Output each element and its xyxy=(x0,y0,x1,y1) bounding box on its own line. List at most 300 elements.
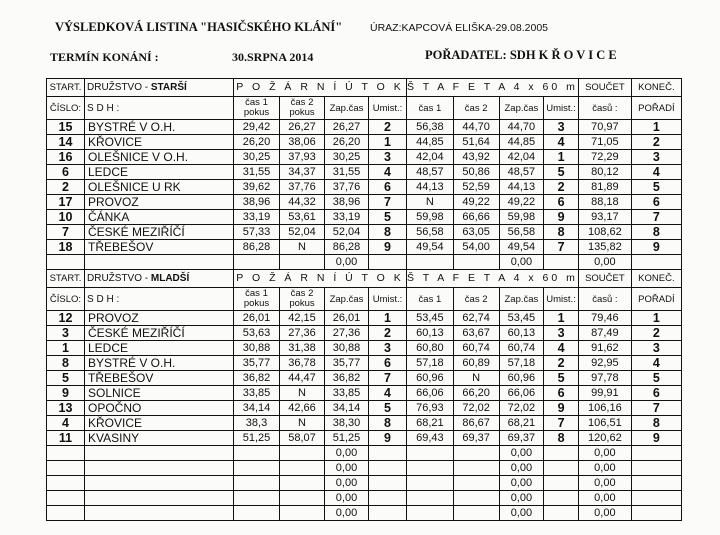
table-row xyxy=(47,135,682,150)
col-team-header xyxy=(85,270,234,288)
attack-time-1: 26,20 xyxy=(234,135,280,150)
attack-time-1 xyxy=(234,446,280,461)
relay-place xyxy=(544,446,579,461)
final-sub-header: POŘADÍ xyxy=(631,288,681,311)
relay-counted: 48,57 xyxy=(499,165,544,180)
relay-time-2 xyxy=(453,506,499,521)
relay-time-1: 60,96 xyxy=(407,371,454,386)
relay-time-2: 66,20 xyxy=(453,386,499,401)
team-name xyxy=(85,476,234,491)
total-time: 108,62 xyxy=(578,225,631,240)
attack-place: 9 xyxy=(369,431,407,446)
total-time: 0,00 xyxy=(578,491,631,506)
relay-time-1: 44,13 xyxy=(407,180,454,195)
table-row xyxy=(47,356,682,371)
relay-counted: 59,98 xyxy=(499,210,544,225)
relay-counted: 66,06 xyxy=(499,386,544,401)
col-sdh-header: S D H : xyxy=(85,288,234,311)
relay-counted: 56,58 xyxy=(499,225,544,240)
header-row-top xyxy=(47,270,682,288)
relay-time-1: N xyxy=(407,195,454,210)
table-row xyxy=(47,371,682,386)
relay-time-1 xyxy=(407,255,454,270)
relay-time-1: 60,13 xyxy=(407,326,454,341)
relay-time-2: 60,89 xyxy=(453,356,499,371)
col-sdh-header: S D H : xyxy=(85,97,234,120)
attack-time-1: 34,14 xyxy=(234,401,280,416)
attack-counted: 33,85 xyxy=(325,386,369,401)
final-rank: 7 xyxy=(631,401,681,416)
team-name: PROVOZ xyxy=(85,195,234,210)
total-time: 71,05 xyxy=(578,135,631,150)
attack-place xyxy=(369,476,407,491)
attack-time-2 xyxy=(280,491,325,506)
attempt1-header: čas 1 pokus xyxy=(234,97,280,120)
attack-time-1: 33,85 xyxy=(234,386,280,401)
attack-time-2: 52,04 xyxy=(280,225,325,240)
attack-time-1: 38,3 xyxy=(234,416,280,431)
relay-place: 1 xyxy=(544,311,579,326)
relay-place: 6 xyxy=(544,195,579,210)
attack-time-2 xyxy=(280,476,325,491)
relay-place: 5 xyxy=(544,165,579,180)
relay-header: Š T A F E T A 4 x 60 m xyxy=(407,79,579,97)
team-name: LEDCE xyxy=(85,165,234,180)
attack-time-1: 26,01 xyxy=(234,311,280,326)
team-name xyxy=(85,506,234,521)
table-row xyxy=(47,195,682,210)
total-sub-header: časů : xyxy=(578,97,631,120)
attack-time-1: 53,63 xyxy=(234,326,280,341)
attack-counted: 26,20 xyxy=(325,135,369,150)
attack-time-1: 86,28 xyxy=(234,240,280,255)
relay-time-1: 53,45 xyxy=(407,311,454,326)
relay-time1-header: čas 1 xyxy=(407,288,454,311)
attack-place: 9 xyxy=(369,240,407,255)
relay-counted: 44,13 xyxy=(499,180,544,195)
total-time: 70,97 xyxy=(578,120,631,135)
attack-counted: 86,28 xyxy=(325,240,369,255)
attack-time-1: 36,82 xyxy=(234,371,280,386)
col-start-header: START. xyxy=(47,270,85,288)
relay-counted: 49,22 xyxy=(499,195,544,210)
start-number: 5 xyxy=(47,371,85,386)
attack-time-1 xyxy=(234,506,280,521)
attack-time-1 xyxy=(234,476,280,491)
relay-time-2: 52,59 xyxy=(453,180,499,195)
attack-place: 8 xyxy=(369,225,407,240)
attack-time-2: N xyxy=(280,240,325,255)
start-number xyxy=(47,491,85,506)
total-time: 87,49 xyxy=(578,326,631,341)
relay-place: 9 xyxy=(544,401,579,416)
table-row xyxy=(47,150,682,165)
team-name: OLEŠNICE V O.H. xyxy=(85,150,234,165)
relay-time1-header: čas 1 xyxy=(407,97,454,120)
relay-time-1: 44,85 xyxy=(407,135,454,150)
attack-counted-header: Zap.čas xyxy=(325,97,369,120)
total-time: 80,12 xyxy=(578,165,631,180)
relay-time-2: N xyxy=(453,371,499,386)
relay-counted-header: Zap.čas xyxy=(499,97,544,120)
attack-place xyxy=(369,491,407,506)
table-row xyxy=(47,210,682,225)
relay-counted: 68,21 xyxy=(499,416,544,431)
relay-counted: 60,13 xyxy=(499,326,544,341)
relay-counted: 44,70 xyxy=(499,120,544,135)
col-team-header xyxy=(85,79,234,97)
attempt2-header: čas 2 pokus xyxy=(280,288,325,311)
attack-place-header: Umist.: xyxy=(369,288,407,311)
relay-time-1 xyxy=(407,476,454,491)
relay-place: 8 xyxy=(544,225,579,240)
table-row xyxy=(47,476,682,491)
col-start-header: START. xyxy=(47,79,85,97)
relay-place xyxy=(544,491,579,506)
table-row xyxy=(47,255,682,270)
total-time: 93,17 xyxy=(578,210,631,225)
final-rank: 8 xyxy=(631,416,681,431)
relay-counted: 60,96 xyxy=(499,371,544,386)
attack-time-1: 30,25 xyxy=(234,150,280,165)
relay-counted: 0,00 xyxy=(499,506,544,521)
relay-place-header: Umist.: xyxy=(544,97,579,120)
relay-place xyxy=(544,461,579,476)
relay-counted: 0,00 xyxy=(499,255,544,270)
header-row-bottom xyxy=(47,97,682,120)
table-row xyxy=(47,225,682,240)
relay-time-2 xyxy=(453,476,499,491)
start-number: 9 xyxy=(47,386,85,401)
table-row xyxy=(47,326,682,341)
relay-time-2: 43,92 xyxy=(453,150,499,165)
total-time: 92,95 xyxy=(578,356,631,371)
attack-place: 2 xyxy=(369,326,407,341)
start-number: 3 xyxy=(47,326,85,341)
table-row xyxy=(47,461,682,476)
final-rank: 5 xyxy=(631,371,681,386)
total-time: 0,00 xyxy=(578,476,631,491)
total-time: 135,82 xyxy=(578,240,631,255)
attack-counted: 0,00 xyxy=(325,476,369,491)
final-rank: 4 xyxy=(631,165,681,180)
team-name: BYSTRÉ V O.H. xyxy=(85,120,234,135)
attack-place: 7 xyxy=(369,195,407,210)
final-rank: 3 xyxy=(631,150,681,165)
col-number-header: ČÍSLO: xyxy=(47,288,85,311)
relay-time-1: 68,21 xyxy=(407,416,454,431)
final-rank: 9 xyxy=(631,240,681,255)
start-number: 1 xyxy=(47,341,85,356)
attack-counted: 30,25 xyxy=(325,150,369,165)
total-time: 0,00 xyxy=(578,446,631,461)
team-name: TŘEBEŠOV xyxy=(85,371,234,386)
attack-counted: 51,25 xyxy=(325,431,369,446)
relay-counted: 0,00 xyxy=(499,491,544,506)
attack-place: 1 xyxy=(369,135,407,150)
attack-time-2: 44,32 xyxy=(280,195,325,210)
attack-time-1: 33,19 xyxy=(234,210,280,225)
relay-time-2: 69,37 xyxy=(453,431,499,446)
attack-counted: 27,36 xyxy=(325,326,369,341)
final-rank: 2 xyxy=(631,135,681,150)
relay-time-2: 44,70 xyxy=(453,120,499,135)
relay-place: 7 xyxy=(544,416,579,431)
team-name: OLEŠNICE U RK xyxy=(85,180,234,195)
relay-time-2: 60,74 xyxy=(453,341,499,356)
attack-time-1 xyxy=(234,491,280,506)
druzstvo-label: DRUŽSTVO - xyxy=(87,273,149,284)
attack-time-1: 29,42 xyxy=(234,120,280,135)
attack-counted: 34,14 xyxy=(325,401,369,416)
table-row xyxy=(47,431,682,446)
attack-time-2: 42,66 xyxy=(280,401,325,416)
attack-time-2: 31,38 xyxy=(280,341,325,356)
attack-place: 6 xyxy=(369,356,407,371)
final-rank: 7 xyxy=(631,210,681,225)
organizer: POŘADATEL: SDH K Ř O V I C E xyxy=(425,48,617,62)
attack-counted: 0,00 xyxy=(325,255,369,270)
final-rank xyxy=(631,491,681,506)
relay-counted: 57,18 xyxy=(499,356,544,371)
attack-time-2 xyxy=(280,506,325,521)
table-row xyxy=(47,506,682,521)
start-number: 14 xyxy=(47,135,85,150)
relay-place: 3 xyxy=(544,326,579,341)
relay-counted: 42,04 xyxy=(499,150,544,165)
attempt2-header: čas 2 pokus xyxy=(280,97,325,120)
relay-time-1: 48,57 xyxy=(407,165,454,180)
total-time: 88,18 xyxy=(578,195,631,210)
start-number: 10 xyxy=(47,210,85,225)
start-number: 13 xyxy=(47,401,85,416)
attack-counted: 37,76 xyxy=(325,180,369,195)
relay-time-2 xyxy=(453,446,499,461)
relay-time-2: 54,00 xyxy=(453,240,499,255)
start-number: 8 xyxy=(47,356,85,371)
final-rank: 6 xyxy=(631,386,681,401)
total-time: 106,51 xyxy=(578,416,631,431)
relay-time-2: 63,67 xyxy=(453,326,499,341)
relay-time-1: 56,38 xyxy=(407,120,454,135)
team-name: BYSTRÉ V O.H. xyxy=(85,356,234,371)
relay-counted: 53,45 xyxy=(499,311,544,326)
start-number: 17 xyxy=(47,195,85,210)
attack-place: 4 xyxy=(369,386,407,401)
final-rank: 2 xyxy=(631,326,681,341)
total-time: 97,78 xyxy=(578,371,631,386)
total-time: 0,00 xyxy=(578,506,631,521)
total-sub-header: časů : xyxy=(578,288,631,311)
final-rank: 8 xyxy=(631,225,681,240)
relay-time2-header: čas 2 xyxy=(453,97,499,120)
attack-time-1 xyxy=(234,461,280,476)
team-name: OPOČNO xyxy=(85,401,234,416)
final-rank: 6 xyxy=(631,195,681,210)
relay-place: 5 xyxy=(544,371,579,386)
relay-time-1: 69,43 xyxy=(407,431,454,446)
relay-place xyxy=(544,255,579,270)
relay-counted-header: Zap.čas xyxy=(499,288,544,311)
relay-time-2 xyxy=(453,461,499,476)
table-row xyxy=(47,120,682,135)
relay-time-2 xyxy=(453,255,499,270)
date-label: TERMÍN KONÁNÍ : xyxy=(50,50,159,64)
relay-time-1: 56,58 xyxy=(407,225,454,240)
table-row xyxy=(47,386,682,401)
start-number: 6 xyxy=(47,165,85,180)
final-sub-header: POŘADÍ xyxy=(631,97,681,120)
final-rank: 9 xyxy=(631,431,681,446)
final-rank: 1 xyxy=(631,120,681,135)
attack-place: 2 xyxy=(369,120,407,135)
relay-time-1: 60,80 xyxy=(407,341,454,356)
relay-time-2: 49,22 xyxy=(453,195,499,210)
table-row xyxy=(47,165,682,180)
druzstvo-label: DRUŽSTVO - xyxy=(87,82,149,93)
relay-place: 2 xyxy=(544,180,579,195)
relay-time-2: 50,86 xyxy=(453,165,499,180)
attack-counted: 38,30 xyxy=(325,416,369,431)
attack-time-1: 57,33 xyxy=(234,225,280,240)
attack-place xyxy=(369,461,407,476)
attack-counted: 26,01 xyxy=(325,311,369,326)
results-body xyxy=(47,79,682,521)
total-time: 120,62 xyxy=(578,431,631,446)
total-time: 81,89 xyxy=(578,180,631,195)
team-name xyxy=(85,491,234,506)
relay-counted: 0,00 xyxy=(499,461,544,476)
final-rank xyxy=(631,446,681,461)
relay-counted: 49,54 xyxy=(499,240,544,255)
attack-time-1: 35,77 xyxy=(234,356,280,371)
attack-counted: 31,55 xyxy=(325,165,369,180)
final-header: KONEČ. xyxy=(631,270,681,288)
attack-place: 8 xyxy=(369,416,407,431)
relay-time-1: 57,18 xyxy=(407,356,454,371)
table-row xyxy=(47,311,682,326)
attack-time-2: 38,06 xyxy=(280,135,325,150)
total-time: 79,46 xyxy=(578,311,631,326)
relay-header: Š T A F E T A 4 x 60 m xyxy=(407,270,579,288)
start-number xyxy=(47,476,85,491)
attack-place: 3 xyxy=(369,341,407,356)
relay-counted: 60,74 xyxy=(499,341,544,356)
attack-counted: 26,27 xyxy=(325,120,369,135)
attack-place-header: Umist.: xyxy=(369,97,407,120)
attack-counted-header: Zap.čas xyxy=(325,288,369,311)
total-time: 0,00 xyxy=(578,255,631,270)
table-row xyxy=(47,341,682,356)
relay-time-2: 66,66 xyxy=(453,210,499,225)
attack-place: 3 xyxy=(369,150,407,165)
header-row-bottom xyxy=(47,288,682,311)
relay-place: 9 xyxy=(544,210,579,225)
relay-time-2 xyxy=(453,491,499,506)
start-number: 15 xyxy=(47,120,85,135)
start-number: 4 xyxy=(47,416,85,431)
attack-time-2: 27,36 xyxy=(280,326,325,341)
total-header: SOUČET xyxy=(578,79,631,97)
relay-counted: 72,02 xyxy=(499,401,544,416)
attack-counted: 0,00 xyxy=(325,461,369,476)
relay-counted: 0,00 xyxy=(499,446,544,461)
relay-time-1 xyxy=(407,446,454,461)
attack-time-1: 39,62 xyxy=(234,180,280,195)
team-name xyxy=(85,255,234,270)
attack-counted: 38,96 xyxy=(325,195,369,210)
start-number: 12 xyxy=(47,311,85,326)
results-table xyxy=(46,78,682,521)
relay-time-1 xyxy=(407,506,454,521)
team-name: ČESKÉ MEZIŘÍČÍ xyxy=(85,326,234,341)
fire-attack-header: P O Ž Á R N Í Ú T O K xyxy=(234,79,407,97)
relay-time-2: 51,64 xyxy=(453,135,499,150)
total-header: SOUČET xyxy=(578,270,631,288)
team-name: TŘEBEŠOV xyxy=(85,240,234,255)
attack-counted: 35,77 xyxy=(325,356,369,371)
fire-attack-header: P O Ž Á R N Í Ú T O K xyxy=(234,270,407,288)
event-date: 30.SRPNA 2014 xyxy=(232,50,314,64)
attack-counted: 33,19 xyxy=(325,210,369,225)
relay-place: 6 xyxy=(544,386,579,401)
attack-place: 5 xyxy=(369,401,407,416)
team-name: ČESKÉ MEZIŘÍČÍ xyxy=(85,225,234,240)
header-row-top xyxy=(47,79,682,97)
relay-place xyxy=(544,506,579,521)
recorded-by: ÚRAZ:KAPCOVÁ ELIŠKA-29.08.2005 xyxy=(370,22,549,34)
relay-place: 8 xyxy=(544,431,579,446)
attack-counted: 36,82 xyxy=(325,371,369,386)
relay-time-1 xyxy=(407,461,454,476)
relay-counted: 0,00 xyxy=(499,476,544,491)
attack-place xyxy=(369,255,407,270)
start-number: 7 xyxy=(47,225,85,240)
relay-time2-header: čas 2 xyxy=(453,288,499,311)
relay-place xyxy=(544,476,579,491)
relay-place: 2 xyxy=(544,356,579,371)
attack-time-2 xyxy=(280,446,325,461)
table-row xyxy=(47,180,682,195)
attack-time-2: 37,76 xyxy=(280,180,325,195)
total-time: 0,00 xyxy=(578,461,631,476)
start-number xyxy=(47,255,85,270)
attack-time-1: 51,25 xyxy=(234,431,280,446)
attack-time-1: 31,55 xyxy=(234,165,280,180)
start-number xyxy=(47,506,85,521)
attack-time-2: N xyxy=(280,386,325,401)
attack-time-2: 36,78 xyxy=(280,356,325,371)
attack-time-2: 26,27 xyxy=(280,120,325,135)
team-name: KVASINY xyxy=(85,431,234,446)
start-number xyxy=(47,461,85,476)
relay-place-header: Umist.: xyxy=(544,288,579,311)
attack-time-2: 42,15 xyxy=(280,311,325,326)
relay-counted: 44,85 xyxy=(499,135,544,150)
start-number xyxy=(47,446,85,461)
page-title: VÝSLEDKOVÁ LISTINA "HASIČSKÉHO KLÁNÍ" xyxy=(55,20,343,34)
attack-time-2: 58,07 xyxy=(280,431,325,446)
team-name xyxy=(85,461,234,476)
attack-time-2: 37,93 xyxy=(280,150,325,165)
final-rank xyxy=(631,476,681,491)
attack-place: 5 xyxy=(369,210,407,225)
team-name: ČÁNKA xyxy=(85,210,234,225)
relay-time-1: 59,98 xyxy=(407,210,454,225)
team-name xyxy=(85,446,234,461)
attack-time-2: 34,37 xyxy=(280,165,325,180)
attack-place xyxy=(369,446,407,461)
